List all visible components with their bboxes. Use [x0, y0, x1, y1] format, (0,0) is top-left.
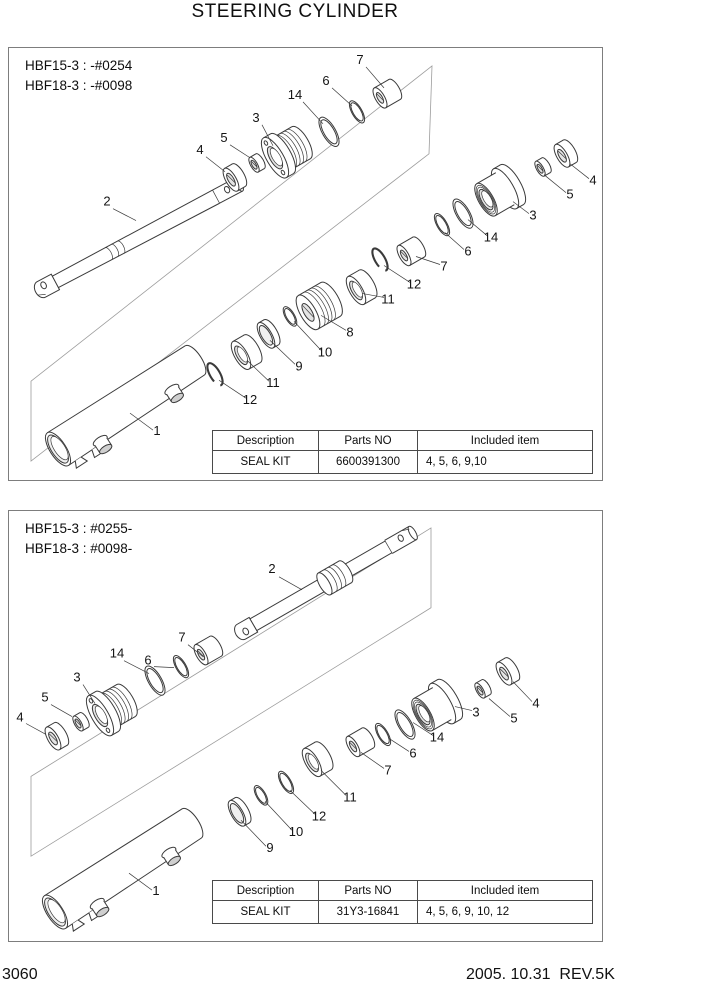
part-6-oring: [372, 721, 393, 748]
cell-description: SEAL KIT: [213, 451, 319, 474]
cell-included-item: 4, 5, 6, 9,10: [418, 451, 593, 474]
callout-5: 5: [510, 710, 518, 726]
part-11-ring: [227, 332, 265, 373]
cell-parts-no: 6600391300: [319, 451, 418, 474]
table-header-row: [213, 881, 593, 901]
part-3-gland: [468, 161, 531, 224]
part-14-oring-large: [449, 196, 477, 231]
diagram-panel-early-serial: [8, 47, 603, 481]
cell-included-item: 4, 5, 6, 9, 10, 12: [418, 901, 593, 924]
page-number: 3060: [2, 966, 38, 983]
col-header-included-item: Included item: [418, 431, 593, 451]
table-row: [213, 451, 593, 474]
revision-date: 2005. 10.31 REV.5K: [466, 966, 615, 983]
part-7-spacer: [370, 77, 404, 110]
part-8-piston: [291, 279, 347, 333]
callout-11: 11: [343, 789, 357, 805]
part-10-oring: [252, 784, 271, 808]
part-6-oring: [346, 99, 367, 126]
callout-5: 5: [220, 129, 228, 145]
callout-4: 4: [196, 141, 204, 157]
callout-6: 6: [322, 72, 330, 88]
col-header-description: Description: [213, 881, 319, 901]
part-12-oring: [275, 769, 296, 796]
part-4-bushing: [493, 655, 523, 687]
callout-12: 12: [242, 392, 258, 408]
callout-7: 7: [178, 629, 186, 645]
callout-9: 9: [266, 840, 274, 856]
callout-leader-lines: [26, 577, 532, 890]
seal-kit-table: [212, 430, 593, 474]
part-14-oring-large: [141, 663, 169, 698]
table-header-row: [213, 431, 593, 451]
part-4-bushing: [551, 137, 581, 169]
part-12-snap-ring: [204, 361, 225, 388]
col-header-included-item: Included item: [418, 881, 593, 901]
callout-11: 11: [266, 375, 280, 391]
page-title: STEERING CYLINDER: [191, 1, 399, 22]
part-2-piston-rod: [230, 521, 422, 646]
callout-14: 14: [429, 729, 445, 745]
callout-9: 9: [295, 358, 303, 374]
part-6-oring: [431, 211, 452, 238]
callout-5: 5: [41, 689, 49, 705]
part-6-oring: [170, 653, 191, 680]
part-1-cylinder-tube: [38, 803, 214, 940]
part-5-ring: [473, 678, 493, 700]
callout-3: 3: [472, 704, 480, 720]
callout-2: 2: [103, 193, 111, 209]
part-12-snap-ring: [369, 246, 390, 273]
callout-12: 12: [311, 808, 327, 824]
serial-range: [25, 519, 132, 559]
callout-1: 1: [152, 883, 160, 899]
serial-range: [25, 56, 132, 96]
callout-3: 3: [252, 109, 260, 125]
callout-14: 14: [287, 86, 303, 102]
serial-range-line: HBF18-3 : #0098-: [25, 541, 133, 556]
callout-10: 10: [317, 344, 333, 360]
callout-6: 6: [409, 745, 417, 761]
seal-kit-table: [212, 880, 593, 924]
cell-parts-no: 31Y3-16841: [319, 901, 418, 924]
serial-range-line: HBF15-3 : -#0254: [25, 58, 133, 73]
callout-4: 4: [532, 695, 540, 711]
callout-7: 7: [356, 51, 364, 67]
part-7-spacer: [343, 726, 377, 759]
callout-5: 5: [566, 186, 574, 202]
part-5-ring: [533, 156, 553, 178]
callout-4: 4: [589, 172, 597, 188]
callout-6: 6: [144, 652, 152, 668]
callout-10: 10: [288, 824, 304, 840]
callout-4: 4: [16, 709, 24, 725]
part-11-ring: [342, 267, 380, 308]
callout-12: 12: [406, 276, 422, 292]
table-row: [213, 901, 593, 924]
serial-range-line: HBF15-3 : #0255-: [25, 521, 133, 536]
exploded-view-drawing-2: [9, 511, 602, 941]
callout-3: 3: [73, 669, 81, 685]
part-9-seal: [225, 795, 255, 829]
part-5-ring: [71, 711, 91, 733]
col-header-parts-no: Parts NO: [319, 881, 418, 901]
callout-8: 8: [346, 324, 354, 340]
col-header-parts-no: Parts NO: [319, 431, 418, 451]
callout-7: 7: [384, 762, 392, 778]
part-11-ring: [298, 739, 336, 780]
part-1-cylinder-tube: [41, 340, 217, 477]
part-7-spacer: [394, 235, 428, 268]
exploded-view-drawing-1: [9, 48, 602, 480]
col-header-description: Description: [213, 431, 319, 451]
callout-3: 3: [529, 207, 537, 223]
callout-6: 6: [464, 243, 472, 259]
part-4-bushing: [42, 720, 72, 752]
serial-range-line: HBF18-3 : -#0098: [25, 78, 133, 93]
part-3-gland: [256, 119, 319, 182]
part-3-gland: [81, 677, 144, 740]
callout-2: 2: [268, 560, 276, 576]
callout-14: 14: [109, 645, 125, 661]
callout-11: 11: [381, 291, 395, 307]
callout-14: 14: [483, 229, 499, 245]
callout-7: 7: [440, 258, 448, 274]
diagram-panel-late-serial: [8, 510, 603, 942]
cell-description: SEAL KIT: [213, 901, 319, 924]
callout-1: 1: [153, 423, 161, 439]
part-7-spacer: [191, 634, 225, 667]
